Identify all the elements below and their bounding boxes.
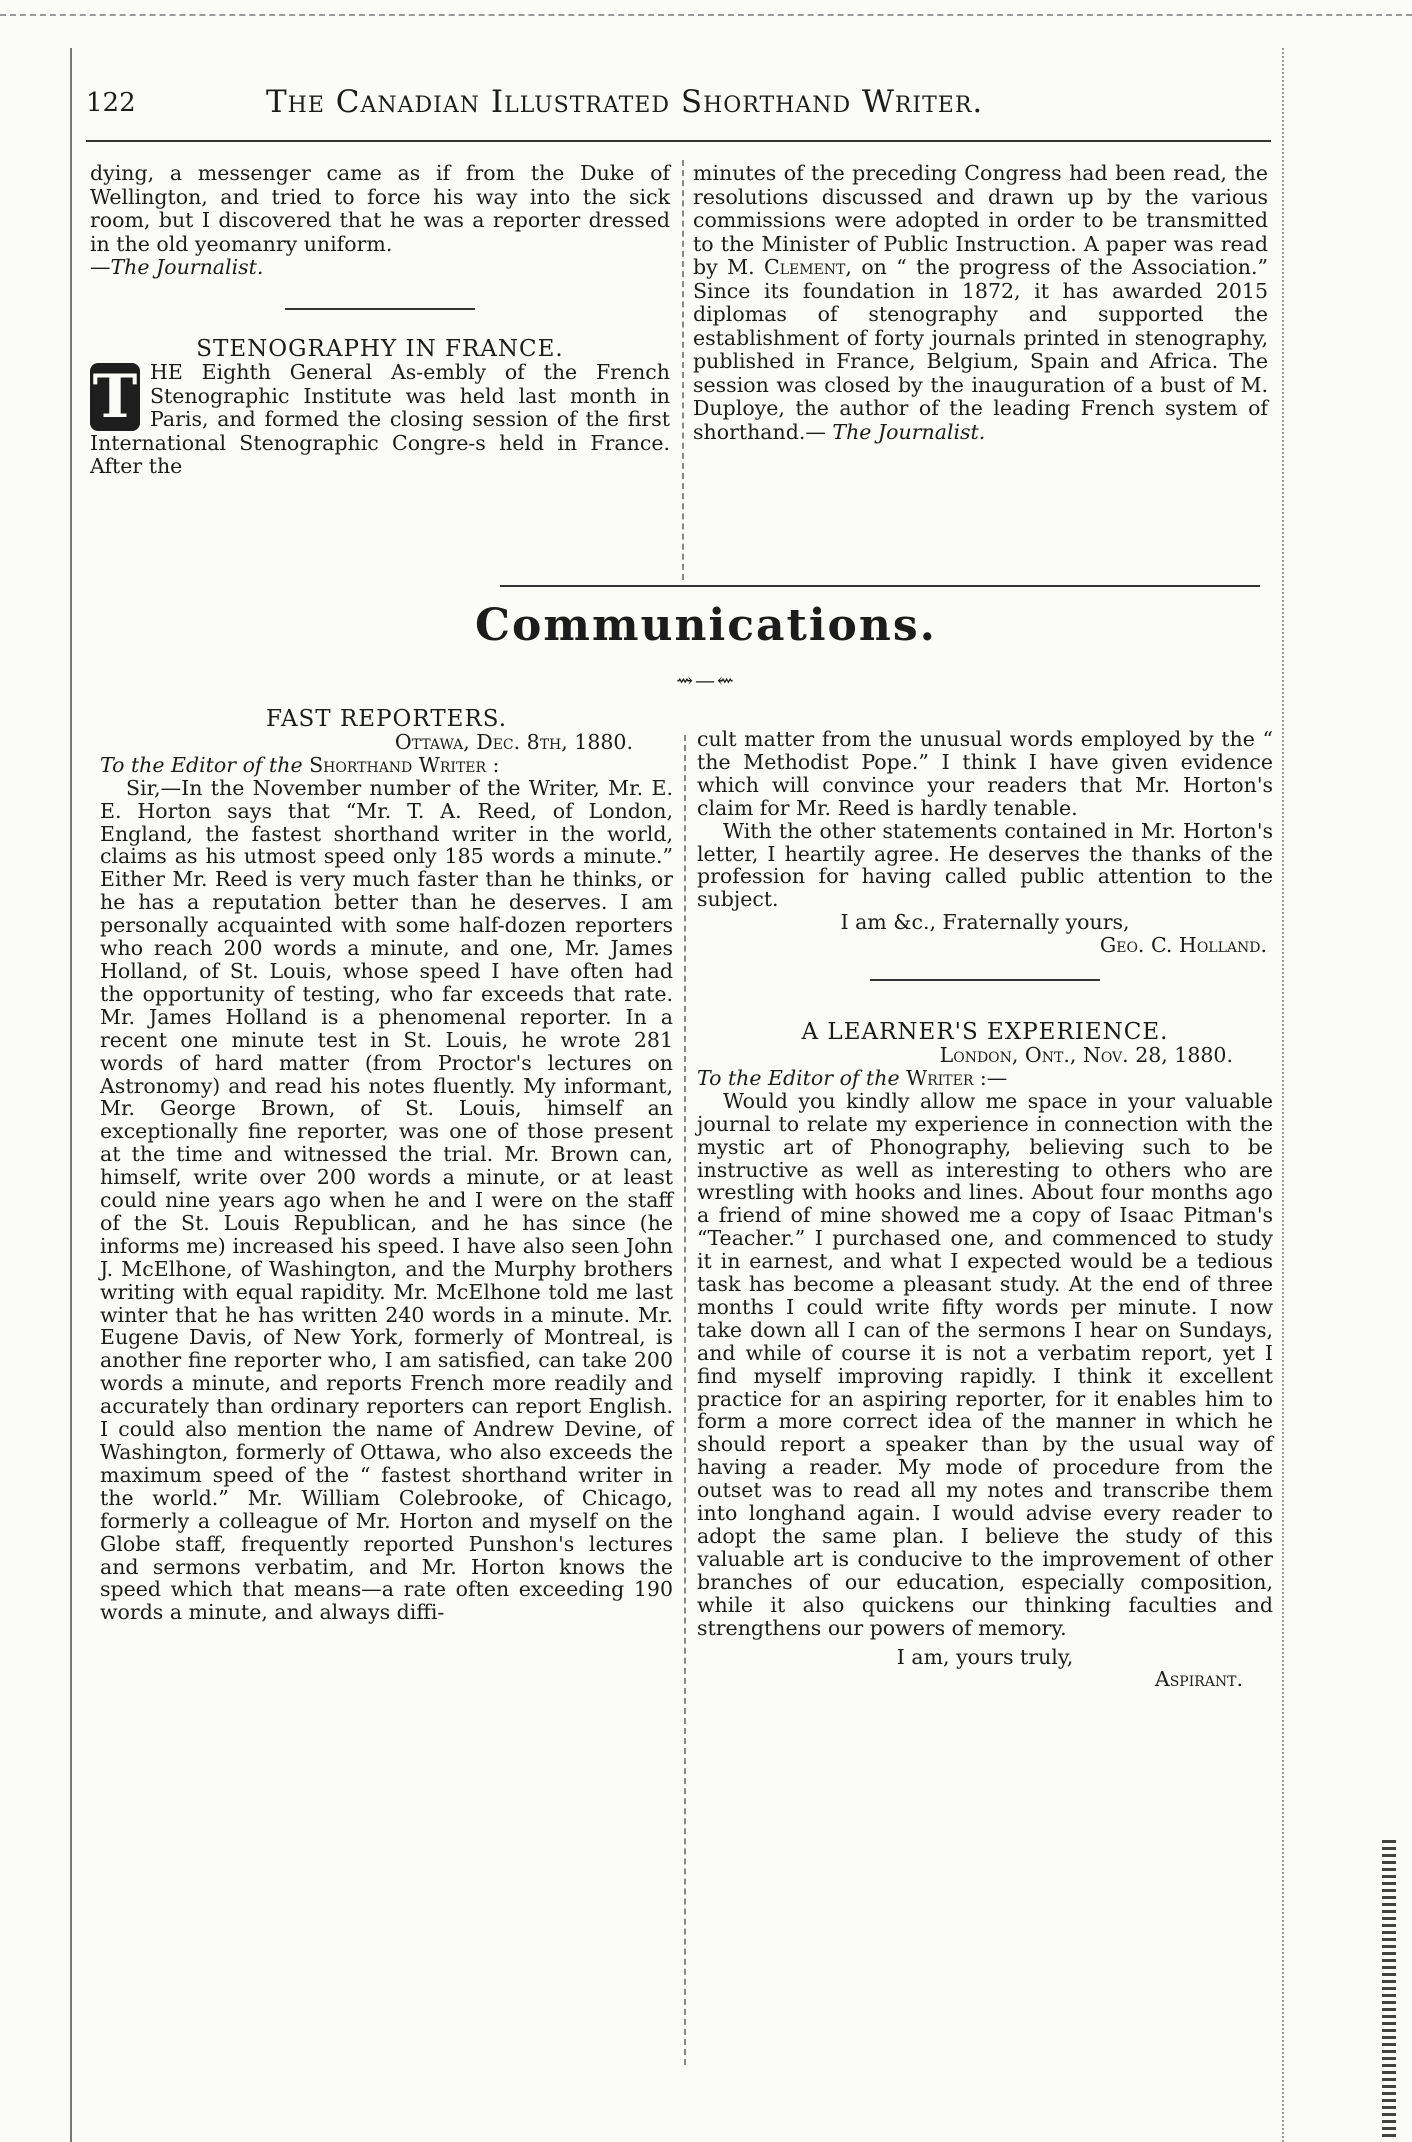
page-number: 122 — [86, 88, 136, 118]
text-run: on “ the progress of the Association.” Since its foundation in 1872, it has awarded 2015 diplomas of stenography and supported the establishment of forty journals printed in stenography, published in France, Belgium, Spain and Africa. The session was closed by the inauguration of a bust of M. Duploye, the author of the leading French system of shorthand.— — [693, 255, 1268, 444]
drop-cap-initial: T — [90, 363, 140, 431]
column-divider — [684, 735, 686, 2065]
article-title-stenography-france: STENOGRAPHY IN FRANCE. — [196, 335, 564, 362]
person-name: Clement, — [764, 255, 852, 279]
salutation-text: To the Editor of the — [100, 752, 303, 777]
dateline: London, Ont., Nov. 28, 1880. — [939, 1042, 1233, 1067]
letter-closing: I am &c., Fraternally yours, — [840, 910, 1130, 935]
ornament-divider: ⇝—⇜ — [676, 668, 736, 692]
article-paragraph: HE Eighth General As-embly of the French Stenographic Institute was held last month in Paris, and formed the closing session of the first International Stenographic Congre-s held in France. After the — [90, 360, 670, 478]
article-body — [90, 361, 670, 479]
letter-signature: Geo. C. Holland. — [1099, 933, 1267, 958]
fast-reporters-column — [100, 708, 673, 1624]
scan-edge-marks — [1382, 1840, 1396, 2140]
top-right-column — [693, 162, 1268, 444]
section-rule — [500, 585, 1260, 587]
article-continuation — [693, 162, 1268, 444]
article-title-fast-reporters: FAST REPORTERS. — [265, 706, 508, 732]
page-header — [86, 84, 1266, 134]
letter-paragraph: Sir,—In the November number of the Writer, Mr. E. E. Horton says that “Mr. T. A. Reed, of London, England, the fastest shorthand writer in the world, claims as his utmost speed only 185 words a minute.” Either Mr. Reed is very much faster than he thinks, or he has a reputation better than he deserves. I am personally acquainted with some half-dozen reporters who reach 200 words a minute, and one, Mr. James Holland, of St. Louis, whose speed I have often had the opportunity of testing, who far exceeds that rate. Mr. James Holland is a phenomenal reporter. In a recent one minute test in St. Louis, he wrote 281 words of hard matter (from Proctor's lectures on Astronomy) and read his notes fluently. My informant, Mr. George Brown, of St. Louis, himself an exceptionally fine reporter, was one of those present at the time and witnessed the trial. Mr. Brown can, himself, write over 200 words a minute, or at least could nine years ago when he and I were on the staff of the St. Louis Republican, and he has since (he informs me) increased his speed. I have also seen John J. McElhone, of Washington, and the Murphy brothers writing with equal rapidity. Mr. McElhone told me last winter that he has written 240 words in a minute. Mr. Eugene Davis, of New York, formerly of Montreal, is another fine reporter who, I am satisfied, can take 200 words a minute, and reports French more readily and accurately than ordinary reporters can report English. I could also mention the name of Andrew Devine, of Washington, formerly of Ottawa, who also exceeds the maximum speed of the “ fastest shorthand writer in the world.” Mr. William Colebrooke, of Chicago, formerly a colleague of Mr. Horton and myself on the Globe staff, frequently reported Punshon's lectures and sermons verbatim, and Mr. Horton knows the speed which that means—a rate often exceeding 190 words a minute, and always diffi- — [100, 775, 673, 1625]
letter-closing: I am, yours truly, — [896, 1644, 1074, 1669]
top-dashed-border — [0, 14, 1412, 16]
article-title-learners-experience: A LEARNER'S EXPERIENCE. — [801, 1019, 1169, 1046]
letter-paragraph: With the other statements contained in Mr. Horton's letter, I heartily agree. He deserves the thanks of the profession for having called public attention to the subject. — [697, 818, 1273, 912]
salutation-text: To the Editor of the — [697, 1065, 900, 1090]
running-title: The Canadian Illustrated Shorthand Writer. — [266, 84, 984, 120]
salutation-publication: Shorthand Writer : — [309, 752, 500, 777]
header-rule — [86, 140, 1271, 142]
text-run: minutes of the preceding Congress had been read, the resolutions discussed and drawn up by the various commissions were adopted in order to be transmitted to the Minister of Public Instruction. A paper was read by M. — [693, 161, 1268, 279]
continuation-paragraph: dying, a messenger came as if from the Duke of Wellington, and tried to force his way into the sick room, but I discovered that he was a reporter dressed in the old yeomanry uniform. — [90, 161, 670, 256]
salutation-publication: Writer :— — [906, 1065, 1008, 1090]
salutation — [100, 754, 673, 777]
section-separator — [285, 308, 475, 310]
letter-signature: Aspirant. — [1154, 1667, 1243, 1692]
letter-continuation: cult matter from the unusual words employed by the “ the Methodist Pope.” I think I have given evidence which will convince your readers that Mr. Horton's claim for Mr. Reed is hardly tenable. — [697, 727, 1273, 820]
salutation — [697, 1067, 1273, 1090]
source-citation: —The Journalist. — [90, 255, 264, 279]
top-left-column — [90, 162, 670, 479]
right-lower-column — [697, 728, 1273, 1691]
section-separator — [870, 979, 1100, 981]
source-citation: The Journalist. — [832, 419, 986, 444]
column-divider — [682, 160, 684, 580]
dateline: Ottawa, Dec. 8th, 1880. — [394, 729, 633, 754]
section-heading-communications: Communications. — [475, 600, 937, 651]
letter-paragraph: Would you kindly allow me space in your valuable journal to relate my experience in connection with the mystic art of Phonography, believing such to be instructive as well as interesting to others who are wrestling with hooks and lines. About four months ago a friend of mine showed me a copy of Isaac Pitman's “Teacher.” I purchased one, and commenced to study it in earnest, and what I expected would be a tedious task has become a pleasant study. At the end of three months I could write fifty words per minute. I now take down all I can of the sermons I hear on Sundays, and while of course it is not a verbatim report, yet I find myself improving rapidly. I think it excellent practice for an aspiring reporter, for it enables him to form a more correct idea of the manner in which he should report a speaker than by the usual way of having a reader. My mode of procedure from the outset was to read all my notes and transcribe them into longhand again. I would advise every reader to adopt the same plan. I believe the study of this valuable art is conducive to the improvement of other branches of our education, especially composition, while it also quickens our thinking faculties and strengthens our powers of memory. — [697, 1088, 1273, 1640]
